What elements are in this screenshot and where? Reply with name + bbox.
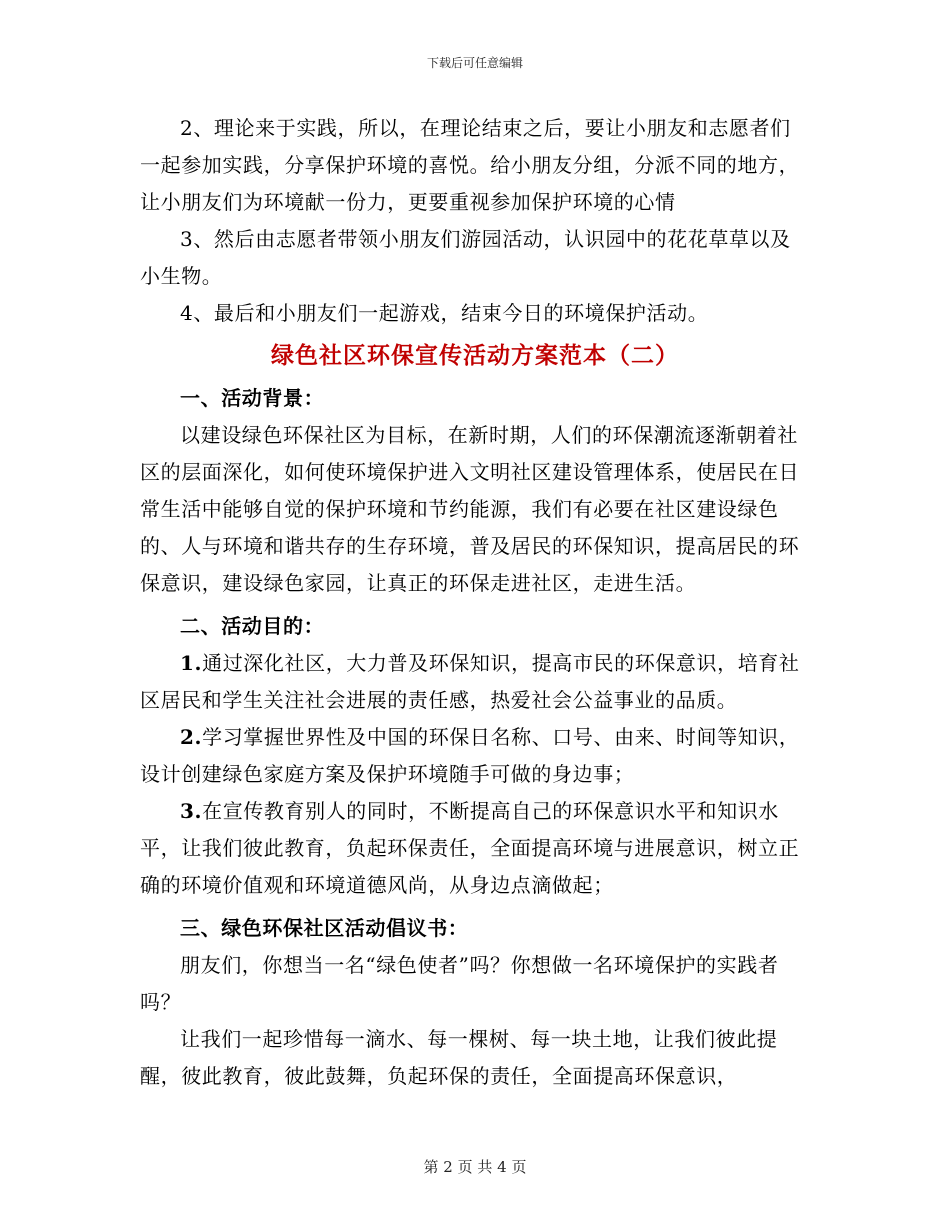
- purpose-item-text: 在宣传教育别人的同时，不断提高自己的环保意识水平和知识水平，让我们彼此教育，负起环保责任，全面提高环境与进展意识，树立正确的环境价值观和环境道德风尚，从身边点滴做起；: [140, 799, 800, 897]
- paragraph-step-2: 2、理论来于实践，所以，在理论结束之后，要让小朋友和志愿者们一起参加实践，分享保护环境的喜悦。给小朋友分组，分派不同的地方，让小朋友们为环境献一份力，更要重视参加保护环境的心情: [140, 116, 800, 214]
- paragraph-step-4: 4、最后和小朋友们一起游戏，结束今日的环境保护活动。: [180, 301, 709, 325]
- paragraph-step-3: 3、然后由志愿者带领小朋友们游园活动，认识园中的花花草草以及小生物。: [140, 227, 791, 288]
- purpose-item-text: 学习掌握世界性及中国的环保日名称、口号、由来、时间等知识，设计创建绿色家庭方案及保护环境随手可做的身边事；: [140, 725, 800, 786]
- purpose-item-number: 1.: [180, 651, 203, 675]
- paragraph-background: 以建设绿色环保社区为目标，在新时期，人们的环保潮流逐渐朝着社区的层面深化，如何使环境保护进入文明社区建设管理体系，使居民在日常生活中能够自觉的保护环境和节约能源，我们有必要在社区建设绿色的、人与环境和谐共存的生存环境，普及居民的环保知识，提高居民的环保意识，建设绿色家园，让真正的环保走进社区，走进生活。: [140, 423, 800, 595]
- paragraph-initiative-1: 朋友们，你想当一名“绿色使者”吗？你想做一名环境保护的实践者吗？: [140, 953, 779, 1014]
- document-body: [140, 110, 810, 1095]
- purpose-item-number: 2.: [180, 725, 203, 749]
- heading-initiative: 三、绿色环保社区活动倡议书：: [180, 916, 469, 940]
- heading-background: 一、活动背景：: [180, 386, 325, 410]
- purpose-item-text: 通过深化社区，大力普及环保知识，提高市民的环保意识，培育社区居民和学生关注社会进展的责任感，热爱社会公益事业的品质。: [140, 651, 800, 712]
- purpose-item-1: [140, 645, 810, 719]
- page-header: 下载后可任意编辑: [426, 56, 523, 70]
- page-footer: 第 2 页 共 4 页: [423, 1158, 527, 1176]
- purpose-item-number: 3.: [180, 799, 203, 823]
- section-title: 绿色社区环保宣传活动方案范本（二）: [271, 342, 679, 369]
- heading-purpose: 二、活动目的：: [180, 614, 325, 638]
- paragraph-initiative-2: 让我们一起珍惜每一滴水、每一棵树、每一块土地，让我们彼此提醒，彼此教育，彼此鼓舞，负起环保的责任，全面提高环保意识，: [140, 1027, 778, 1088]
- purpose-item-3: [140, 793, 810, 904]
- purpose-item-2: [140, 719, 810, 793]
